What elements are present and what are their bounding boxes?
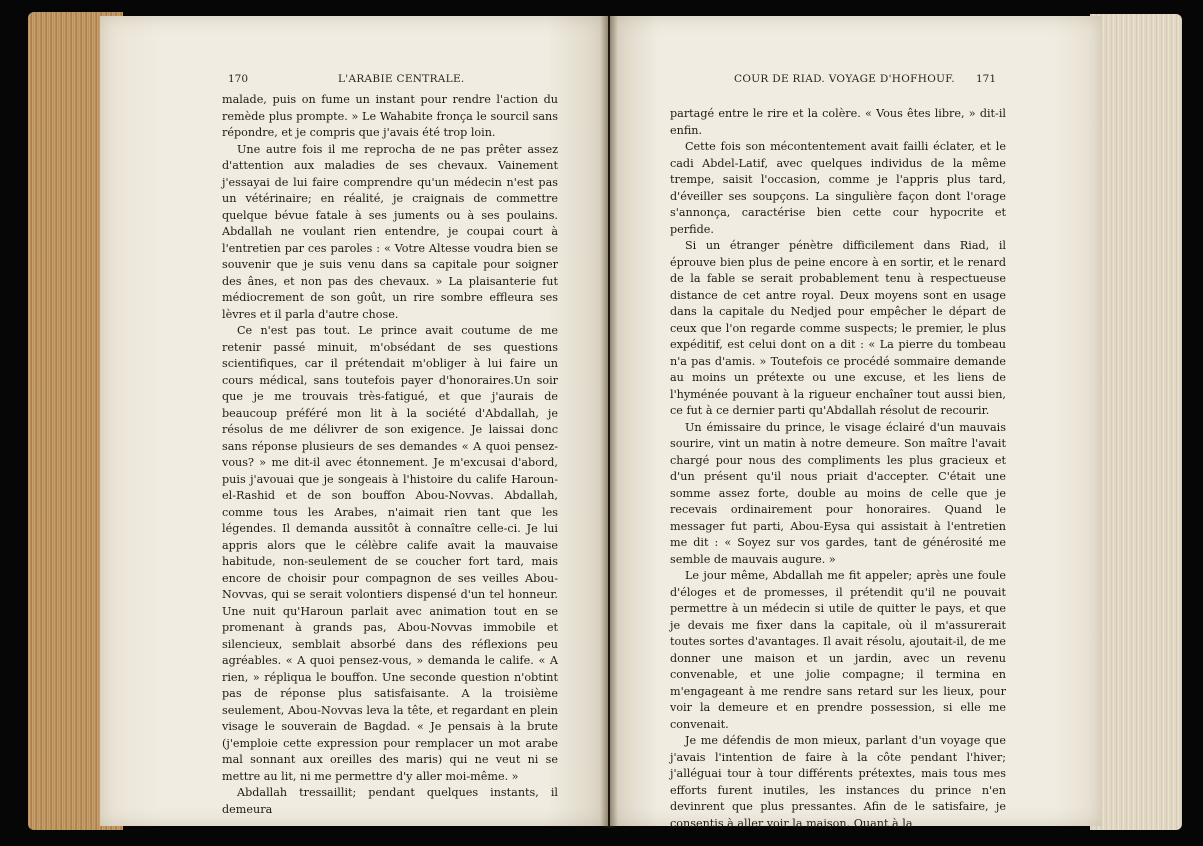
paragraph: Une autre fois il me reprocha de ne pas prêter assez d'attention aux maladies de ses chevaux. Vainement j'essayai de lui faire comprendre qu'un médecin n'est pas un vétérinaire; en réalité, je craignais de commettre quelque bévue fatale à ses juments ou à ses poulains. Abdallah ne voulant rien entendre, je coupai court à l'entretien par ces paroles : « Votre Altesse voudra bien se souvenir que je suis venu dans sa capitale pour soigner des ânes, et non pas des chevaux. » La plaisanterie fut médiocrement de son goût, un rire sombre effleura ses lèvres et il parla d'autre chose.: [222, 142, 558, 321]
right-page-number: 171: [976, 73, 997, 85]
right-running-head: COUR DE RIAD. VOYAGE D'HOFHOUF.: [734, 73, 955, 85]
left-page-number: 170: [228, 73, 249, 85]
paragraph: Abdallah tressaillit; pendant quelques instants, il demeura: [222, 786, 558, 816]
right-page-body: [670, 106, 1006, 832]
paragraph: Si un étranger pénètre difficilement dans Riad, il éprouve bien plus de peine encore à en sortir, et le renard de la fable se serait probablement tenu à respectueuse distance de cet antre royal. Deux moyens sont en usage dans la capitale du Nedjed pour empêcher le départ de ceux que l'on regarde comme suspects; le premier, le plus expéditif, est celui dont on a dit : « La pierre du tombeau n'a pas d'amis. » Toutefois ce procédé sommaire demande au moins un prétexte ou une excuse, et les liens de l'hyménée pouvant à la rigueur enchaîner tout aussi bien, ce fut à ce dernier parti qu'Abdallah résolut de recourir.: [670, 239, 1006, 417]
left-running-head: L'ARABIE CENTRALE.: [338, 73, 465, 85]
right-page-stack: [1090, 14, 1182, 830]
paragraph: Je me défendis de mon mieux, parlant d'un voyage que j'avais l'intention de faire à la côte pendant l'hiver; j'alléguai tour à tour différents prétextes, mais tous mes efforts furent inutiles, les instances du prince n'en devinrent que plus pressantes. Afin de le satisfaire, je consentis à aller voir la maison. Quant à la: [670, 734, 1006, 830]
paragraph: Ce n'est pas tout. Le prince avait coutume de me retenir passé minuit, m'obsédant de ses questions scientifiques, car il prétendait m'obliger à lui faire un cours médical, sans toutefois payer d'honoraires.Un soir que je me trouvais très-fatigué, et que j'aurais de beaucoup préféré mon lit à la société d'Abdallah, je résolus de me délivrer de son exigence. Je laissai donc sans réponse plusieurs de ses demandes « A quoi pensez-vous? » me dit-il avec étonnement. Je m'excusai d'abord, puis j'avouai que je songeais à l'histoire du calife Haroun-el-Rashid et de son bouffon Abou-Novvas. Abdallah, comme tous les Arabes, n'aimait rien tant que les légendes. Il demanda aussitôt à connaître celle-ci. Je lui appris alors que le célèbre calife avait la mauvaise habitude, non-seulement de se coucher fort tard, mais encore de choisir pour compagnon de ses veilles Abou-Novvas, qui se serait volontiers dispensé d'un tel honneur. Une nuit qu'Haroun parlait avec animation tout en se promenant à grands pas, Abou-Novvas immobile et silencieux, semblait absorbé dans des réflexions peu agréables. « A quoi pensez-vous, » demanda le calife. « A rien, » répliqua le bouffon. Une seconde question n'obtint pas de réponse plus satisfaisante. A la troisième seulement, Abou-Novvas leva la tête, et regardant en plein visage le souverain de Bagdad. « Je pensais à la brute (j'emploie cette expression pour remplacer un mot arabe mal sonnant aux oreilles des maris) qui ne veut ni se mettre au lit, ni me permettre d'y aller moi-même. »: [222, 324, 558, 783]
paragraph: malade, puis on fume un instant pour rendre l'action du remède plus prompte. » Le Wahabite fronça le sourcil sans répondre, et je compris que j'avais été trop loin.: [222, 93, 558, 139]
paragraph: Cette fois son mécontentement avait failli éclater, et le cadi Abdel-Latif, avec quelques individus de la même trempe, saisit l'occasion, comme je l'appris plus tard, d'éveiller ses soupçons. La singulière façon dont l'orage s'annonça, caractérise bien cette cour hypocrite et perfide.: [670, 140, 1006, 236]
paragraph: Le jour même, Abdallah me fit appeler; après une foule d'éloges et de promesses, il prétendit qu'il ne pouvait permettre à un médecin si utile de quitter le pays, et que je devais me fixer dans la capitale, où il m'assurerait toutes sortes d'avantages. Il avait résolu, ajoutait-il, de me donner une maison et un jardin, avec un revenu convenable, et une jolie compagne; il termina en m'engageant à me rendre sans retard sur les lieux, pour voir la demeure et en prendre possession, si elle me convenait.: [670, 569, 1006, 731]
left-page-body: [222, 92, 558, 818]
book-gutter: [600, 16, 618, 828]
paragraph: Un émissaire du prince, le visage éclairé d'un mauvais sourire, vint un matin à notre demeure. Son maître l'avait chargé pour nous des compliments les plus gracieux et d'un présent qu'il nous priait d'accepter. C'était une somme assez forte, double au moins de celle que je recevais ordinairement pour honoraires. Quand le messager fut parti, Abou-Eysa qui assistait à l'entretien me dit : « Soyez sur vos gardes, tant de générosité me semble de mauvais augure. »: [670, 420, 1006, 566]
paragraph: partagé entre le rire et la colère. « Vous êtes libre, » dit-il enfin.: [670, 107, 1006, 137]
